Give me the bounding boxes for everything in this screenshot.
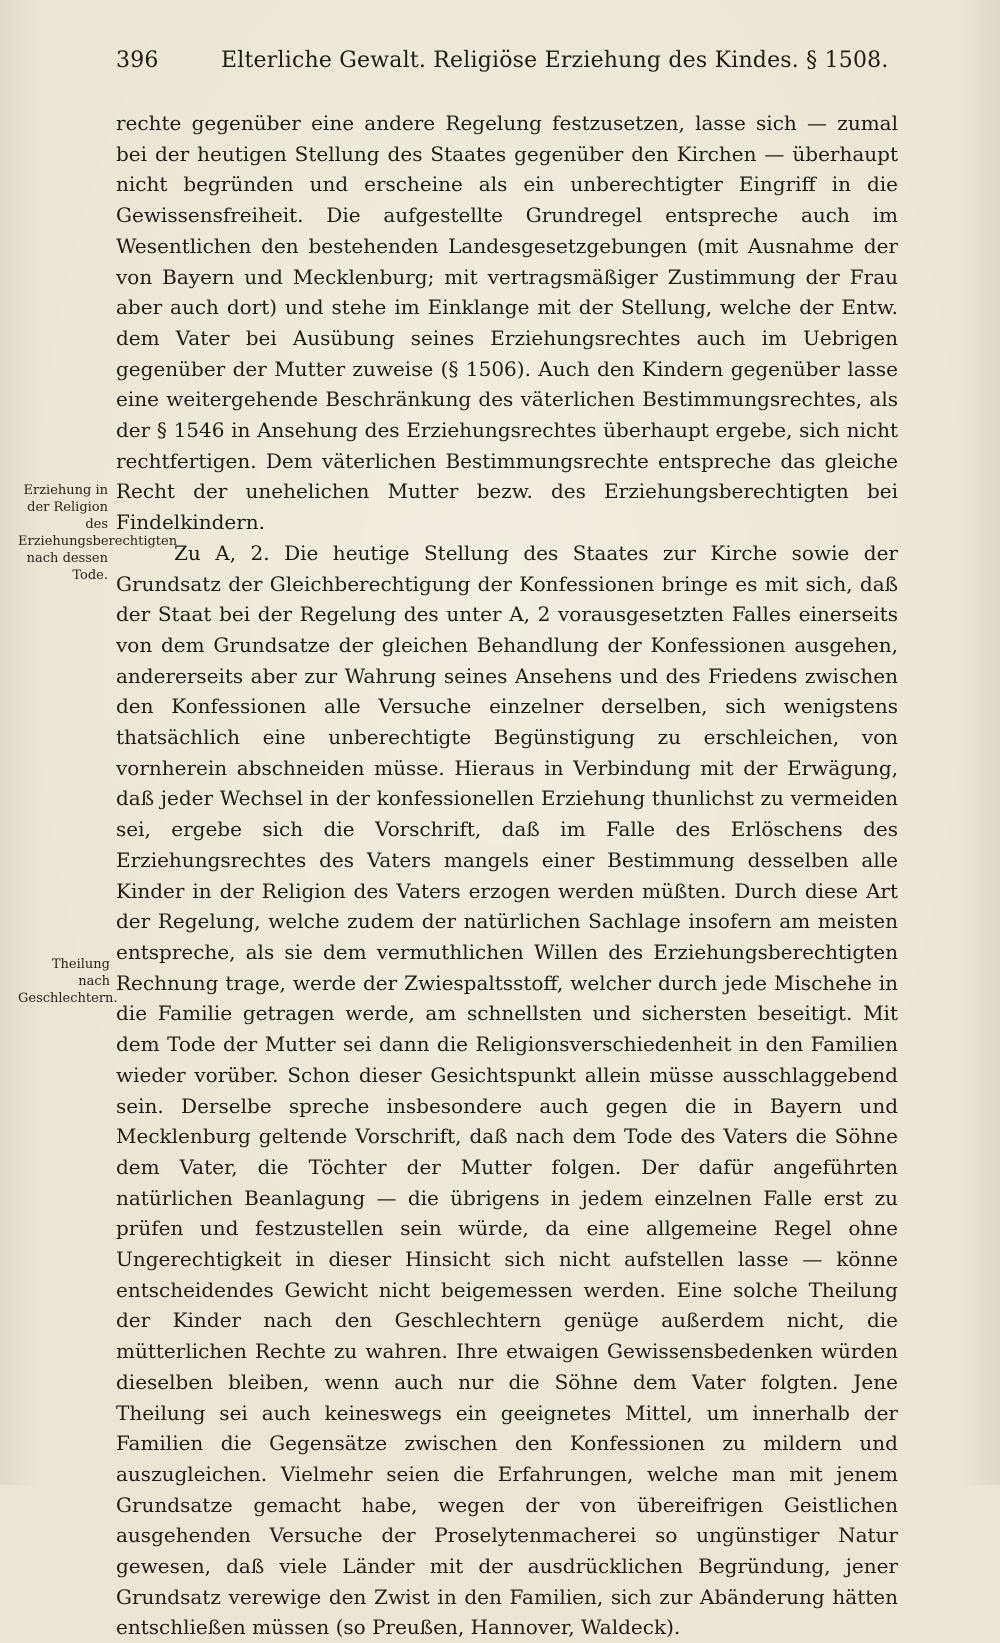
paragraph-continuation: rechte gegenüber eine andere Regelung festzusetzen, lasse sich — zumal bei der heutigen Stellung des Staates gegenüber den Kirchen — überhaupt nicht begründen und erscheine als ein unberechtigter Eingriff in die Gewissensfreiheit. Die aufgestellte Grundregel entspreche auch im Wesentlichen den bestehenden Landesgesetzgebungen (mit Ausnahme der von Bayern und Mecklenburg; mit vertragsmäßiger Zustimmung der Frau aber auch dort) und stehe im Einklange mit der Stellung, welche der Entw. dem Vater bei Ausübung seines Erziehungsrechtes auch im Uebrigen gegenüber der Mutter zuweise (§ 1506). Auch den Kindern gegenüber lasse eine weitergehende Beschränkung des väterlichen Bestimmungsrechtes, als der § 1546 in Ansehung des Erziehungsrechtes überhaupt ergebe, sich nicht rechtfertigen. Dem väterlichen Bestimmungsrechte entspreche das gleiche Recht der unehelichen Mutter bezw. des Erziehungsberechtigten bei Findelkindern.: [116, 111, 898, 535]
margin-note-division-by-gender: Theilung nach Geschlechtern.: [18, 957, 118, 1006]
margin-note-religious-education: Erziehung in der Religion des Erziehungsberechtigten nach dessen Tode.: [18, 483, 178, 583]
running-title: Elterliche Gewalt. Religiöse Erziehung des Kindes. § 1508.: [221, 48, 889, 73]
page-number: 396: [116, 48, 159, 73]
main-text: [116, 108, 898, 1643]
page-header: [116, 48, 896, 73]
paragraph-zu-a-2: Zu A, 2. Die heutige Stellung des Staates zur Kirche sowie der Grundsatz der Gleichberechtigung der Konfessionen bringe es mit sich, daß der Staat bei der Regelung des unter A, 2 vorausgesetzten Falles einerseits von dem Grundsatze der gleichen Behandlung der Konfessionen ausgehen, andererseits aber zur Wahrung seines Ansehens und des Friedens zwischen den Konfessionen alle Versuche einzelner derselben, sich wenigstens thatsächlich eine unberechtigte Begünstigung zu erschleichen, von vornherein abschneiden müsse. Hieraus in Verbindung mit der Erwägung, daß jeder Wechsel in der konfessionellen Erziehung thunlichst zu vermeiden sei, ergebe sich die Vorschrift, daß im Falle des Erlöschens des Erziehungsrechtes des Vaters mangels einer Bestimmung desselben alle Kinder in der Religion des Vaters erzogen werden müßten. Durch diese Art der Regelung, welche zudem der natürlichen Sachlage insofern am meisten entspreche, als sie dem vermuthlichen Willen des Erziehungsberechtigten Rechnung trage, werde der Zwiespaltsstoff, welcher durch jede Mischehe in die Familie getragen werde, am schnellsten und sichersten beseitigt. Mit dem Tode der Mutter sei dann die Religionsverschiedenheit in den Familien wieder vorüber. Schon dieser Gesichtspunkt allein müsse ausschlaggebend sein. Derselbe spreche insbesondere auch gegen die in Bayern und Mecklenburg geltende Vorschrift, daß nach dem Tode des Vaters die Söhne dem Vater, die Töchter der Mutter folgen. Der dafür angeführten natürlichen Beanlagung — die übrigens in jedem einzelnen Falle erst zu prüfen und festzustellen sein würde, da eine allgemeine Regel ohne Ungerechtigkeit in dieser Hinsicht sich nicht aufstellen lasse — könne entscheidendes Gewicht nicht beigemessen werden. Eine solche Theilung der Kinder nach den Geschlechtern genüge außerdem nicht, die mütterlichen Rechte zu wahren. Ihre etwaigen Gewissensbedenken würden dieselben bleiben, wenn auch nur die Söhne dem Vater folgten. Jene Theilung sei auch keineswegs ein geeignetes Mittel, um innerhalb der Familien die Gegensätze zwischen den Konfessionen zu mildern und auszugleichen. Vielmehr seien die Erfahrungen, welche man mit jenem Grundsatze gemacht habe, wegen der von übereifrigen Geistlichen ausgehenden Versuche der Proselytenmacherei so ungünstiger Natur gewesen, daß viele Länder mit der ausdrücklichen Begründung, jener Grundsatz verewige den Zwist in den Familien, sich zur Abänderung hätten entschließen müssen (so Preußen, Hannover, Waldeck).: [116, 540, 898, 1640]
